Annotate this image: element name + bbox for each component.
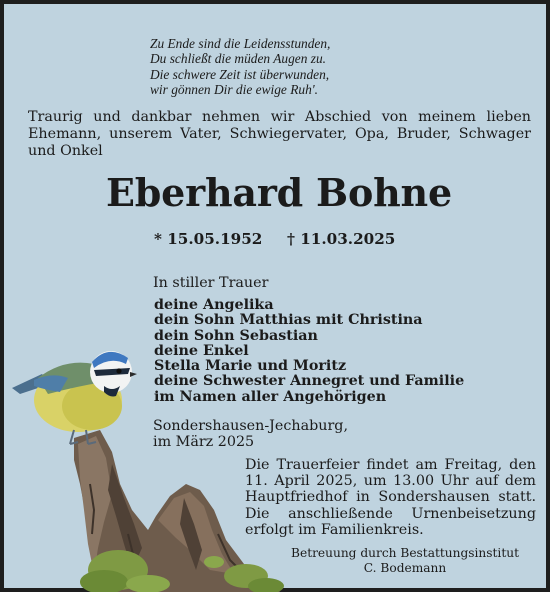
family-member: im Namen aller Angehörigen bbox=[154, 388, 387, 405]
family-member: deine Angelika bbox=[154, 297, 274, 313]
poem-line: wir gönnen Dir die ewige Ruh'. bbox=[150, 82, 318, 98]
place: Sondershausen-Jechaburg, bbox=[153, 418, 348, 434]
death-date: † 11.03.2025 bbox=[287, 230, 396, 248]
date: im März 2025 bbox=[153, 434, 255, 450]
family-member: deine Enkel bbox=[154, 342, 249, 359]
bird-on-stump-image bbox=[8, 334, 288, 592]
family-member: deine Schwester Annegret und Familie bbox=[154, 373, 465, 390]
mourning-intro: In stiller Trauer bbox=[153, 275, 269, 291]
family-member: dein Sohn Sebastian bbox=[154, 327, 318, 344]
family-member: dein Sohn Matthias mit Christina bbox=[154, 312, 423, 329]
funeral-info: Die Trauerfeier findet am Freitag, den 11. April 2025, um 13.00 Uhr auf dem Hauptfriedhof in Sondershausen statt. Die anschließende Urnenbeisetzung erfolgt im Familienkreis. bbox=[245, 457, 536, 538]
family-member: Stella Marie und Moritz bbox=[154, 358, 347, 375]
undertaker-credit bbox=[285, 546, 525, 575]
tree-stump bbox=[74, 430, 284, 592]
deceased-name: Eberhard Bohne bbox=[106, 170, 452, 215]
poem-line: Du schließt die müden Augen zu. bbox=[150, 51, 327, 67]
poem-line: Die schwere Zeit ist überwunden, bbox=[150, 66, 330, 82]
intro-text: Traurig und dankbar nehmen wir Abschied von meinem lieben Ehemann, unserem Vater, Schwiegervater, Opa, Bruder, Schwager und Onkel bbox=[28, 109, 531, 159]
birth-date: * 15.05.1952 bbox=[154, 230, 263, 248]
undertaker-line: Betreuung durch Bestattungsinstitut bbox=[291, 546, 519, 560]
blue-tit-bird bbox=[12, 351, 137, 444]
undertaker-line: C. Bodemann bbox=[363, 560, 447, 575]
poem-line: Zu Ende sind die Leidensstunden, bbox=[150, 36, 331, 51]
poem bbox=[150, 36, 410, 98]
